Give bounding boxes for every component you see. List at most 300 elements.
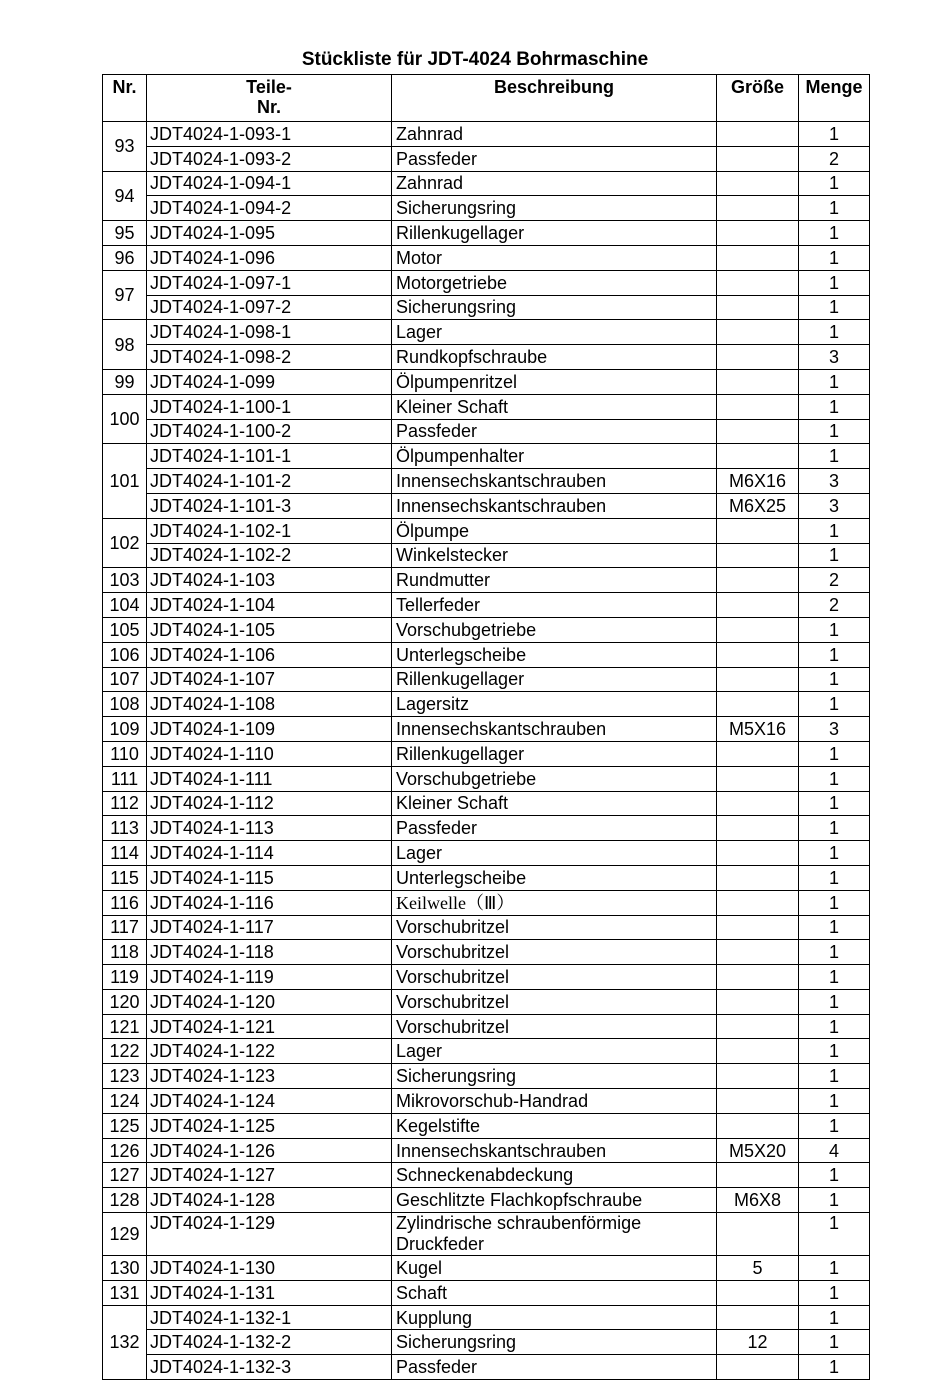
- cell-quantity: 1: [799, 419, 870, 444]
- cell-description: Zylindrische schraubenförmige Druckfeder: [392, 1213, 717, 1256]
- cell-size: [717, 270, 799, 295]
- cell-quantity: 1: [799, 1113, 870, 1138]
- cell-size: [717, 1305, 799, 1330]
- cell-size: [717, 642, 799, 667]
- cell-size: [717, 593, 799, 618]
- cell-part-number: JDT4024-1-102-2: [147, 543, 392, 568]
- cell-quantity: 1: [799, 989, 870, 1014]
- cell-quantity: 1: [799, 890, 870, 915]
- table-row: [103, 469, 870, 494]
- cell-quantity: 1: [799, 1163, 870, 1188]
- cell-nr: 105: [103, 617, 147, 642]
- cell-quantity: 1: [799, 865, 870, 890]
- cell-part-number: JDT4024-1-132-1: [147, 1305, 392, 1330]
- cell-size: M5X16: [717, 717, 799, 742]
- cell-quantity: 1: [799, 518, 870, 543]
- cell-part-number: JDT4024-1-131: [147, 1280, 392, 1305]
- cell-nr: 119: [103, 965, 147, 990]
- table-row: [103, 493, 870, 518]
- cell-size: [717, 1113, 799, 1138]
- cell-nr: 96: [103, 245, 147, 270]
- parts-table-body: [103, 122, 870, 1380]
- cell-quantity: 1: [799, 444, 870, 469]
- cell-size: [717, 766, 799, 791]
- cell-description: Schneckenabdeckung: [392, 1163, 717, 1188]
- cell-quantity: 1: [799, 965, 870, 990]
- cell-part-number: JDT4024-1-093-1: [147, 122, 392, 147]
- cell-part-number: JDT4024-1-125: [147, 1113, 392, 1138]
- cell-size: [717, 394, 799, 419]
- cell-part-number: JDT4024-1-108: [147, 692, 392, 717]
- cell-part-number: JDT4024-1-115: [147, 865, 392, 890]
- cell-size: M6X16: [717, 469, 799, 494]
- cell-quantity: 1: [799, 841, 870, 866]
- cell-nr: 117: [103, 915, 147, 940]
- table-row: [103, 965, 870, 990]
- table-row: [103, 816, 870, 841]
- table-row: [103, 1330, 870, 1355]
- cell-description: Lager: [392, 1039, 717, 1064]
- cell-nr: 111: [103, 766, 147, 791]
- table-row: [103, 1039, 870, 1064]
- cell-nr: 110: [103, 741, 147, 766]
- cell-size: [717, 122, 799, 147]
- cell-size: [717, 617, 799, 642]
- table-row: [103, 667, 870, 692]
- cell-description: Tellerfeder: [392, 593, 717, 618]
- cell-nr: 109: [103, 717, 147, 742]
- table-row: [103, 717, 870, 742]
- cell-part-number: JDT4024-1-100-1: [147, 394, 392, 419]
- cell-part-number: JDT4024-1-132-3: [147, 1355, 392, 1380]
- cell-part-number: JDT4024-1-095: [147, 221, 392, 246]
- cell-description: Winkelstecker: [392, 543, 717, 568]
- header-nr: Nr.: [103, 75, 147, 122]
- table-row: [103, 692, 870, 717]
- cell-description: Keilwelle（Ⅲ）: [392, 890, 717, 915]
- cell-nr: 93: [103, 122, 147, 172]
- cell-size: [717, 245, 799, 270]
- table-row: [103, 270, 870, 295]
- cell-description: Passfeder: [392, 146, 717, 171]
- table-row: [103, 1188, 870, 1213]
- cell-description: Innensechskantschrauben: [392, 1138, 717, 1163]
- cell-quantity: 1: [799, 245, 870, 270]
- table-row: [103, 1355, 870, 1380]
- table-row: [103, 518, 870, 543]
- cell-nr: 112: [103, 791, 147, 816]
- cell-part-number: JDT4024-1-104: [147, 593, 392, 618]
- parts-table: [102, 74, 870, 1380]
- table-row: [103, 865, 870, 890]
- cell-quantity: 1: [799, 1188, 870, 1213]
- cell-quantity: 1: [799, 617, 870, 642]
- cell-size: [717, 791, 799, 816]
- cell-quantity: 1: [799, 1064, 870, 1089]
- cell-quantity: 1: [799, 171, 870, 196]
- cell-part-number: JDT4024-1-110: [147, 741, 392, 766]
- cell-quantity: 1: [799, 1213, 870, 1256]
- cell-quantity: 1: [799, 940, 870, 965]
- table-row: [103, 1256, 870, 1281]
- cell-quantity: 1: [799, 122, 870, 147]
- cell-quantity: 1: [799, 1330, 870, 1355]
- cell-part-number: JDT4024-1-127: [147, 1163, 392, 1188]
- cell-quantity: 1: [799, 791, 870, 816]
- cell-description: Kegelstifte: [392, 1113, 717, 1138]
- cell-description: Kupplung: [392, 1305, 717, 1330]
- cell-description: Schaft: [392, 1280, 717, 1305]
- cell-quantity: 1: [799, 1355, 870, 1380]
- cell-part-number: JDT4024-1-106: [147, 642, 392, 667]
- cell-part-number: JDT4024-1-122: [147, 1039, 392, 1064]
- cell-part-number: JDT4024-1-118: [147, 940, 392, 965]
- cell-part-number: JDT4024-1-097-1: [147, 270, 392, 295]
- cell-description: Motorgetriebe: [392, 270, 717, 295]
- table-row: [103, 1138, 870, 1163]
- cell-nr: 94: [103, 171, 147, 221]
- table-row: [103, 642, 870, 667]
- cell-nr: 116: [103, 890, 147, 915]
- cell-size: [717, 816, 799, 841]
- table-row: [103, 394, 870, 419]
- cell-nr: 122: [103, 1039, 147, 1064]
- cell-part-number: JDT4024-1-130: [147, 1256, 392, 1281]
- cell-size: [717, 221, 799, 246]
- table-row: [103, 1163, 870, 1188]
- cell-description: Lagersitz: [392, 692, 717, 717]
- cell-quantity: 1: [799, 1280, 870, 1305]
- table-row: [103, 245, 870, 270]
- cell-quantity: 1: [799, 692, 870, 717]
- cell-size: [717, 865, 799, 890]
- cell-size: [717, 965, 799, 990]
- cell-part-number: JDT4024-1-105: [147, 617, 392, 642]
- cell-part-number: JDT4024-1-098-2: [147, 345, 392, 370]
- cell-size: [717, 543, 799, 568]
- cell-quantity: 2: [799, 568, 870, 593]
- cell-size: [717, 369, 799, 394]
- table-row: [103, 221, 870, 246]
- cell-nr: 129: [103, 1213, 147, 1256]
- cell-size: [717, 1014, 799, 1039]
- cell-nr: 120: [103, 989, 147, 1014]
- cell-nr: 115: [103, 865, 147, 890]
- cell-size: [717, 692, 799, 717]
- cell-quantity: 1: [799, 766, 870, 791]
- cell-quantity: 1: [799, 196, 870, 221]
- cell-size: [717, 518, 799, 543]
- cell-description: Passfeder: [392, 419, 717, 444]
- cell-description: Sicherungsring: [392, 1330, 717, 1355]
- cell-part-number: JDT4024-1-128: [147, 1188, 392, 1213]
- cell-part-number: JDT4024-1-116: [147, 890, 392, 915]
- cell-size: [717, 890, 799, 915]
- cell-part-number: JDT4024-1-101-2: [147, 469, 392, 494]
- table-row: [103, 369, 870, 394]
- table-row: [103, 989, 870, 1014]
- cell-nr: 132: [103, 1305, 147, 1379]
- cell-quantity: 3: [799, 469, 870, 494]
- cell-size: [717, 171, 799, 196]
- cell-quantity: 1: [799, 1089, 870, 1114]
- cell-description: Vorschubritzel: [392, 1014, 717, 1039]
- cell-part-number: JDT4024-1-114: [147, 841, 392, 866]
- cell-part-number: JDT4024-1-098-1: [147, 320, 392, 345]
- table-row: [103, 568, 870, 593]
- cell-quantity: 1: [799, 1256, 870, 1281]
- cell-part-number: JDT4024-1-112: [147, 791, 392, 816]
- cell-quantity: 1: [799, 741, 870, 766]
- cell-description: Vorschubritzel: [392, 965, 717, 990]
- cell-quantity: 1: [799, 642, 870, 667]
- table-row: [103, 1014, 870, 1039]
- cell-quantity: 1: [799, 667, 870, 692]
- cell-description: Unterlegscheibe: [392, 865, 717, 890]
- header-quantity: Menge: [799, 75, 870, 122]
- cell-part-number: JDT4024-1-097-2: [147, 295, 392, 320]
- cell-quantity: 1: [799, 1305, 870, 1330]
- table-row: [103, 890, 870, 915]
- cell-description: Zahnrad: [392, 122, 717, 147]
- cell-nr: 99: [103, 369, 147, 394]
- table-row: [103, 1280, 870, 1305]
- table-header-row: [103, 75, 870, 122]
- cell-description: Ölpumpe: [392, 518, 717, 543]
- cell-quantity: 1: [799, 1014, 870, 1039]
- cell-part-number: JDT4024-1-093-2: [147, 146, 392, 171]
- cell-nr: 100: [103, 394, 147, 444]
- cell-description: Kleiner Schaft: [392, 394, 717, 419]
- cell-part-number: JDT4024-1-101-1: [147, 444, 392, 469]
- table-row: [103, 543, 870, 568]
- cell-description: Motor: [392, 245, 717, 270]
- cell-description: Kugel: [392, 1256, 717, 1281]
- cell-part-number: JDT4024-1-119: [147, 965, 392, 990]
- cell-description: Passfeder: [392, 1355, 717, 1380]
- cell-size: M6X8: [717, 1188, 799, 1213]
- cell-part-number: JDT4024-1-107: [147, 667, 392, 692]
- cell-quantity: 1: [799, 369, 870, 394]
- cell-size: [717, 1039, 799, 1064]
- cell-size: [717, 667, 799, 692]
- cell-quantity: 1: [799, 221, 870, 246]
- cell-description: Sicherungsring: [392, 196, 717, 221]
- cell-size: [717, 1064, 799, 1089]
- cell-description: Vorschubritzel: [392, 989, 717, 1014]
- cell-part-number: JDT4024-1-102-1: [147, 518, 392, 543]
- table-row: [103, 122, 870, 147]
- table-row: [103, 593, 870, 618]
- cell-size: [717, 1163, 799, 1188]
- cell-quantity: 1: [799, 394, 870, 419]
- cell-part-number: JDT4024-1-100-2: [147, 419, 392, 444]
- cell-part-number: JDT4024-1-094-2: [147, 196, 392, 221]
- cell-size: [717, 419, 799, 444]
- cell-part-number: JDT4024-1-109: [147, 717, 392, 742]
- table-row: [103, 171, 870, 196]
- cell-nr: 131: [103, 1280, 147, 1305]
- cell-quantity: 1: [799, 816, 870, 841]
- cell-description: Vorschubgetriebe: [392, 766, 717, 791]
- cell-description: Vorschubritzel: [392, 915, 717, 940]
- cell-quantity: 2: [799, 146, 870, 171]
- table-row: [103, 444, 870, 469]
- table-row: [103, 1064, 870, 1089]
- header-part-number: [147, 75, 392, 122]
- cell-size: 12: [717, 1330, 799, 1355]
- cell-nr: 103: [103, 568, 147, 593]
- cell-part-number: JDT4024-1-126: [147, 1138, 392, 1163]
- cell-size: [717, 1355, 799, 1380]
- cell-description: Sicherungsring: [392, 1064, 717, 1089]
- cell-quantity: 2: [799, 593, 870, 618]
- table-row: [103, 915, 870, 940]
- cell-nr: 106: [103, 642, 147, 667]
- table-row: [103, 345, 870, 370]
- table-row: [103, 741, 870, 766]
- cell-nr: 102: [103, 518, 147, 568]
- cell-part-number: JDT4024-1-099: [147, 369, 392, 394]
- header-description: Beschreibung: [392, 75, 717, 122]
- cell-part-number: JDT4024-1-121: [147, 1014, 392, 1039]
- page-title: Stückliste für JDT-4024 Bohrmaschine: [301, 49, 649, 70]
- cell-nr: 118: [103, 940, 147, 965]
- cell-nr: 126: [103, 1138, 147, 1163]
- cell-nr: 107: [103, 667, 147, 692]
- table-row: [103, 320, 870, 345]
- cell-nr: 108: [103, 692, 147, 717]
- cell-nr: 113: [103, 816, 147, 841]
- cell-description: Rillenkugellager: [392, 741, 717, 766]
- cell-nr: 101: [103, 444, 147, 518]
- cell-description: Rundmutter: [392, 568, 717, 593]
- cell-quantity: 3: [799, 493, 870, 518]
- cell-description: Geschlitzte Flachkopfschraube: [392, 1188, 717, 1213]
- cell-quantity: 1: [799, 543, 870, 568]
- cell-description: Lager: [392, 841, 717, 866]
- header-size: Größe: [717, 75, 799, 122]
- table-row: [103, 295, 870, 320]
- cell-nr: 97: [103, 270, 147, 320]
- cell-nr: 121: [103, 1014, 147, 1039]
- cell-part-number: JDT4024-1-096: [147, 245, 392, 270]
- cell-size: [717, 345, 799, 370]
- cell-nr: 95: [103, 221, 147, 246]
- cell-part-number: JDT4024-1-111: [147, 766, 392, 791]
- cell-size: [717, 741, 799, 766]
- table-row: [103, 1213, 870, 1256]
- cell-part-number: JDT4024-1-103: [147, 568, 392, 593]
- cell-quantity: 1: [799, 270, 870, 295]
- table-row: [103, 940, 870, 965]
- cell-description: Zahnrad: [392, 171, 717, 196]
- cell-part-number: JDT4024-1-101-3: [147, 493, 392, 518]
- cell-part-number: JDT4024-1-129: [147, 1213, 392, 1256]
- cell-size: M6X25: [717, 493, 799, 518]
- table-row: [103, 146, 870, 171]
- cell-part-number: JDT4024-1-113: [147, 816, 392, 841]
- cell-nr: 130: [103, 1256, 147, 1281]
- table-row: [103, 419, 870, 444]
- table-row: [103, 791, 870, 816]
- cell-quantity: 1: [799, 915, 870, 940]
- cell-size: [717, 320, 799, 345]
- cell-description: Vorschubritzel: [392, 940, 717, 965]
- cell-part-number: JDT4024-1-124: [147, 1089, 392, 1114]
- header-part-line1: Teile-: [246, 77, 292, 97]
- cell-part-number: JDT4024-1-120: [147, 989, 392, 1014]
- cell-part-number: JDT4024-1-123: [147, 1064, 392, 1089]
- cell-size: [717, 444, 799, 469]
- cell-size: [717, 1213, 799, 1256]
- cell-size: M5X20: [717, 1138, 799, 1163]
- cell-size: [717, 841, 799, 866]
- cell-description: Rillenkugellager: [392, 667, 717, 692]
- cell-description: Rundkopfschraube: [392, 345, 717, 370]
- cell-quantity: 3: [799, 345, 870, 370]
- table-row: [103, 617, 870, 642]
- table-row: [103, 766, 870, 791]
- cell-quantity: 1: [799, 1039, 870, 1064]
- cell-description: Rillenkugellager: [392, 221, 717, 246]
- cell-size: [717, 568, 799, 593]
- cell-size: [717, 989, 799, 1014]
- cell-description: Mikrovorschub-Handrad: [392, 1089, 717, 1114]
- cell-size: [717, 915, 799, 940]
- cell-nr: 104: [103, 593, 147, 618]
- cell-description: Kleiner Schaft: [392, 791, 717, 816]
- table-row: [103, 1113, 870, 1138]
- cell-description: Innensechskantschrauben: [392, 717, 717, 742]
- cell-description: Vorschubgetriebe: [392, 617, 717, 642]
- cell-description: Sicherungsring: [392, 295, 717, 320]
- cell-description: Innensechskantschrauben: [392, 469, 717, 494]
- cell-size: [717, 146, 799, 171]
- cell-size: 5: [717, 1256, 799, 1281]
- cell-size: [717, 196, 799, 221]
- cell-nr: 123: [103, 1064, 147, 1089]
- cell-size: [717, 940, 799, 965]
- cell-nr: 128: [103, 1188, 147, 1213]
- cell-nr: 124: [103, 1089, 147, 1114]
- cell-quantity: 1: [799, 320, 870, 345]
- cell-nr: 127: [103, 1163, 147, 1188]
- table-row: [103, 841, 870, 866]
- cell-part-number: JDT4024-1-094-1: [147, 171, 392, 196]
- table-row: [103, 196, 870, 221]
- cell-nr: 98: [103, 320, 147, 370]
- cell-description: Unterlegscheibe: [392, 642, 717, 667]
- cell-size: [717, 1089, 799, 1114]
- cell-description: Innensechskantschrauben: [392, 493, 717, 518]
- table-row: [103, 1089, 870, 1114]
- cell-description: Lager: [392, 320, 717, 345]
- cell-nr: 125: [103, 1113, 147, 1138]
- table-row: [103, 1305, 870, 1330]
- cell-description: Ölpumpenritzel: [392, 369, 717, 394]
- cell-part-number: JDT4024-1-132-2: [147, 1330, 392, 1355]
- cell-part-number: JDT4024-1-117: [147, 915, 392, 940]
- cell-description: Passfeder: [392, 816, 717, 841]
- cell-quantity: 3: [799, 717, 870, 742]
- cell-nr: 114: [103, 841, 147, 866]
- cell-quantity: 4: [799, 1138, 870, 1163]
- cell-size: [717, 1280, 799, 1305]
- cell-size: [717, 295, 799, 320]
- cell-description: Ölpumpenhalter: [392, 444, 717, 469]
- cell-quantity: 1: [799, 295, 870, 320]
